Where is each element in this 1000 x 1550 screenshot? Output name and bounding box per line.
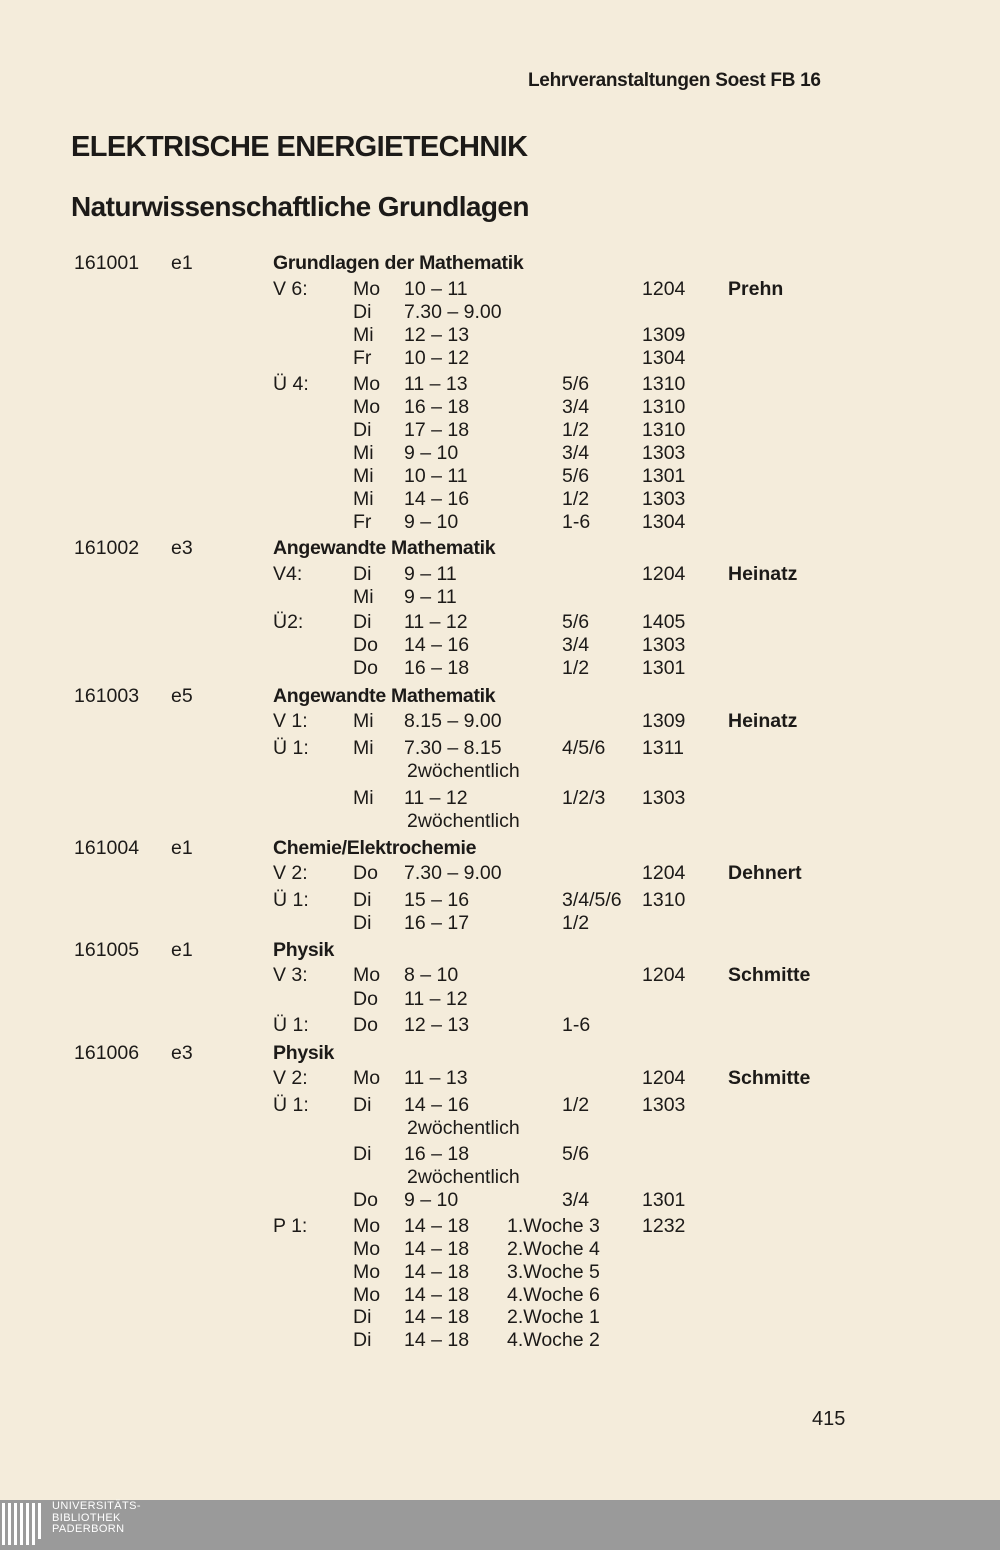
session-time: 14 – 18 <box>404 1215 470 1237</box>
session-week: 3.Woche 5 <box>507 1261 600 1283</box>
schedule-row <box>0 611 1000 633</box>
schedule-row <box>0 1215 1000 1237</box>
schedule-row <box>0 419 1000 441</box>
schedule-row <box>0 465 1000 487</box>
course-header <box>0 537 1000 559</box>
session-type: Ü 1: <box>273 889 309 911</box>
session-room: 1311 <box>642 737 684 759</box>
session-group: 1/2 <box>562 912 590 934</box>
schedule-row <box>0 1067 1000 1089</box>
page-number: 415 <box>812 1408 846 1430</box>
session-group: 3/4/5/6 <box>562 889 622 911</box>
schedule-row <box>0 988 1000 1010</box>
session-time: 17 – 18 <box>404 419 470 441</box>
course-title: Angewandte Mathematik <box>273 537 496 559</box>
schedule-row <box>0 586 1000 608</box>
session-day: Mo <box>353 278 381 300</box>
session-room: 1303 <box>642 442 686 464</box>
session-room: 1303 <box>642 634 686 656</box>
session-day: Mo <box>353 1215 381 1237</box>
schedule-row <box>0 1306 1000 1328</box>
session-day: Do <box>353 862 378 884</box>
library-line: PADERBORN <box>52 1523 125 1535</box>
session-day: Mi <box>353 442 374 464</box>
session-week: 2.Woche 4 <box>507 1238 600 1260</box>
session-time: 9 – 10 <box>404 511 459 533</box>
session-group: 1/2/3 <box>562 787 606 809</box>
schedule-row <box>0 278 1000 300</box>
lecturer-name: Heinatz <box>728 563 798 585</box>
course-semester: e3 <box>171 537 193 559</box>
session-day: Mo <box>353 1284 381 1306</box>
session-room: 1309 <box>642 710 686 732</box>
session-room: 1303 <box>642 787 686 809</box>
session-day: Do <box>353 1189 378 1211</box>
session-day: Mo <box>353 1261 381 1283</box>
session-type: V 3: <box>273 964 308 986</box>
session-type: Ü 4: <box>273 373 309 395</box>
schedule-row <box>0 787 1000 809</box>
course-title: Angewandte Mathematik <box>273 685 496 707</box>
session-day: Mi <box>353 787 374 809</box>
session-room: 1204 <box>642 278 686 300</box>
session-room: 1405 <box>642 611 686 633</box>
schedule-note <box>0 810 1000 832</box>
schedule-row <box>0 1014 1000 1036</box>
session-time: 9 – 11 <box>404 586 457 608</box>
schedule-row <box>0 373 1000 395</box>
session-type: V4: <box>273 563 303 585</box>
session-type: P 1: <box>273 1215 308 1237</box>
course-header <box>0 1042 1000 1064</box>
course-code: 161005 <box>74 939 140 961</box>
session-day: Do <box>353 988 378 1010</box>
schedule-note <box>0 1166 1000 1188</box>
schedule-row <box>0 1238 1000 1260</box>
session-room: 1309 <box>642 324 686 346</box>
session-day: Fr <box>353 511 372 533</box>
session-time: 9 – 10 <box>404 442 459 464</box>
session-time: 14 – 16 <box>404 488 470 510</box>
lecturer-name: Prehn <box>728 278 784 300</box>
session-week: 4.Woche 6 <box>507 1284 600 1306</box>
session-room: 1310 <box>642 396 686 418</box>
session-day: Mi <box>353 324 374 346</box>
schedule-row <box>0 657 1000 679</box>
course-code: 161004 <box>74 837 140 859</box>
session-day: Do <box>353 634 378 656</box>
session-time: 14 – 18 <box>404 1261 470 1283</box>
schedule-row <box>0 1261 1000 1283</box>
section-subtitle: Naturwissenschaftliche Grundlagen <box>71 191 529 222</box>
course-semester: e1 <box>171 837 193 859</box>
session-time: 10 – 11 <box>404 465 468 487</box>
schedule-row <box>0 889 1000 911</box>
session-week: 1.Woche 3 <box>507 1215 600 1237</box>
frequency-note: 2wöchentlich <box>407 760 520 782</box>
session-week: 4.Woche 2 <box>507 1329 600 1351</box>
course-header <box>0 939 1000 961</box>
session-time: 9 – 11 <box>404 563 457 585</box>
session-time: 8 – 10 <box>404 964 459 986</box>
schedule-row <box>0 1189 1000 1211</box>
session-time: 11 – 13 <box>404 1067 468 1089</box>
session-day: Di <box>353 419 372 441</box>
session-time: 14 – 18 <box>404 1238 470 1260</box>
course-semester: e3 <box>171 1042 193 1064</box>
session-type: Ü2: <box>273 611 304 633</box>
schedule-row <box>0 634 1000 656</box>
session-group: 5/6 <box>562 611 590 633</box>
session-time: 11 – 12 <box>404 787 468 809</box>
course-title: Grundlagen der Mathematik <box>273 252 524 274</box>
lecturer-name: Schmitte <box>728 1067 811 1089</box>
session-room: 1304 <box>642 347 686 369</box>
session-room: 1232 <box>642 1215 686 1237</box>
running-head: Lehrveranstaltungen Soest FB 16 <box>528 70 821 91</box>
session-group: 5/6 <box>562 373 590 395</box>
session-time: 12 – 13 <box>404 1014 470 1036</box>
session-day: Di <box>353 889 372 911</box>
course-title: Chemie/Elektrochemie <box>273 837 477 859</box>
session-group: 1-6 <box>562 511 591 533</box>
schedule-row <box>0 488 1000 510</box>
session-room: 1303 <box>642 488 686 510</box>
course-header <box>0 252 1000 274</box>
schedule-note <box>0 1117 1000 1139</box>
session-day: Do <box>353 1014 378 1036</box>
schedule-row <box>0 1094 1000 1116</box>
session-time: 7.30 – 8.15 <box>404 737 502 759</box>
session-time: 10 – 12 <box>404 347 470 369</box>
library-logo-icon <box>2 1503 46 1547</box>
session-group: 3/4 <box>562 1189 590 1211</box>
session-day: Di <box>353 1329 372 1351</box>
course-semester: e5 <box>171 685 193 707</box>
session-room: 1204 <box>642 964 686 986</box>
session-day: Mi <box>353 586 374 608</box>
course-code: 161006 <box>74 1042 140 1064</box>
course-code: 161002 <box>74 537 140 559</box>
session-room: 1204 <box>642 862 686 884</box>
lecturer-name: Heinatz <box>728 710 798 732</box>
session-time: 16 – 18 <box>404 657 470 679</box>
session-group: 1/2 <box>562 1094 590 1116</box>
frequency-note: 2wöchentlich <box>407 1166 520 1188</box>
schedule-row <box>0 964 1000 986</box>
session-group: 1-6 <box>562 1014 591 1036</box>
course-header <box>0 685 1000 707</box>
session-day: Fr <box>353 347 372 369</box>
session-group: 5/6 <box>562 465 590 487</box>
course-code: 161001 <box>74 252 140 274</box>
session-group: 4/5/6 <box>562 737 606 759</box>
session-time: 11 – 13 <box>404 373 468 395</box>
session-time: 14 – 16 <box>404 634 470 656</box>
session-time: 12 – 13 <box>404 324 470 346</box>
library-name <box>52 1501 141 1536</box>
course-title: Physik <box>273 1042 335 1064</box>
session-day: Di <box>353 563 372 585</box>
lecturer-name: Schmitte <box>728 964 811 986</box>
session-type: Ü 1: <box>273 737 309 759</box>
session-room: 1301 <box>642 465 686 487</box>
session-room: 1303 <box>642 1094 686 1116</box>
session-time: 14 – 18 <box>404 1306 470 1328</box>
session-time: 14 – 18 <box>404 1329 470 1351</box>
course-semester: e1 <box>171 939 193 961</box>
session-time: 11 – 12 <box>404 988 468 1010</box>
lecturer-name: Dehnert <box>728 862 802 884</box>
session-room: 1310 <box>642 419 686 441</box>
session-group: 3/4 <box>562 442 590 464</box>
session-time: 14 – 16 <box>404 1094 470 1116</box>
session-time: 10 – 11 <box>404 278 468 300</box>
course-header <box>0 837 1000 859</box>
session-time: 16 – 18 <box>404 396 470 418</box>
session-type: V 6: <box>273 278 308 300</box>
schedule-row <box>0 442 1000 464</box>
session-day: Do <box>353 657 378 679</box>
session-room: 1301 <box>642 657 686 679</box>
session-day: Di <box>353 1143 372 1165</box>
session-group: 1/2 <box>562 488 590 510</box>
schedule-row <box>0 563 1000 585</box>
schedule-row <box>0 862 1000 884</box>
schedule-row <box>0 710 1000 732</box>
session-day: Di <box>353 912 372 934</box>
session-day: Di <box>353 1094 372 1116</box>
schedule-row <box>0 347 1000 369</box>
session-group: 3/4 <box>562 634 590 656</box>
session-room: 1310 <box>642 373 686 395</box>
session-day: Mi <box>353 488 374 510</box>
session-day: Mo <box>353 1067 381 1089</box>
session-time: 14 – 18 <box>404 1284 470 1306</box>
session-day: Di <box>353 1306 372 1328</box>
session-room: 1304 <box>642 511 686 533</box>
session-type: V 2: <box>273 862 308 884</box>
session-day: Mo <box>353 373 381 395</box>
course-title: Physik <box>273 939 335 961</box>
session-room: 1204 <box>642 1067 686 1089</box>
session-room: 1204 <box>642 563 686 585</box>
schedule-row <box>0 324 1000 346</box>
session-room: 1310 <box>642 889 686 911</box>
session-type: V 1: <box>273 710 308 732</box>
session-room: 1301 <box>642 1189 686 1211</box>
schedule-row <box>0 1143 1000 1165</box>
schedule-row <box>0 1284 1000 1306</box>
session-time: 8.15 – 9.00 <box>404 710 502 732</box>
course-semester: e1 <box>171 252 193 274</box>
session-group: 3/4 <box>562 396 590 418</box>
session-day: Di <box>353 301 372 323</box>
session-time: 15 – 16 <box>404 889 470 911</box>
session-time: 16 – 17 <box>404 912 470 934</box>
session-day: Mi <box>353 710 374 732</box>
course-code: 161003 <box>74 685 140 707</box>
schedule-row <box>0 1329 1000 1351</box>
session-type: Ü 1: <box>273 1094 309 1116</box>
schedule-row <box>0 511 1000 533</box>
session-type: Ü 1: <box>273 1014 309 1036</box>
session-time: 16 – 18 <box>404 1143 470 1165</box>
session-day: Mo <box>353 1238 381 1260</box>
session-day: Mi <box>353 465 374 487</box>
session-group: 1/2 <box>562 419 590 441</box>
page-title: ELEKTRISCHE ENERGIETECHNIK <box>71 131 528 163</box>
session-week: 2.Woche 1 <box>507 1306 600 1328</box>
session-group: 1/2 <box>562 657 590 679</box>
session-time: 7.30 – 9.00 <box>404 301 502 323</box>
session-time: 11 – 12 <box>404 611 468 633</box>
session-group: 5/6 <box>562 1143 590 1165</box>
session-day: Di <box>353 611 372 633</box>
session-day: Mo <box>353 964 381 986</box>
schedule-row <box>0 301 1000 323</box>
schedule-row <box>0 396 1000 418</box>
schedule-note <box>0 760 1000 782</box>
library-line: UNIVERSITÄTS- <box>52 1500 141 1512</box>
schedule-row <box>0 737 1000 759</box>
library-footer <box>0 1500 1000 1550</box>
library-line: BIBLIOTHEK <box>52 1511 121 1524</box>
frequency-note: 2wöchentlich <box>407 1117 520 1139</box>
session-day: Mi <box>353 737 374 759</box>
frequency-note: 2wöchentlich <box>407 810 520 832</box>
session-time: 7.30 – 9.00 <box>404 862 502 884</box>
session-time: 9 – 10 <box>404 1189 459 1211</box>
session-day: Mo <box>353 396 381 418</box>
schedule-row <box>0 912 1000 934</box>
session-type: V 2: <box>273 1067 308 1089</box>
